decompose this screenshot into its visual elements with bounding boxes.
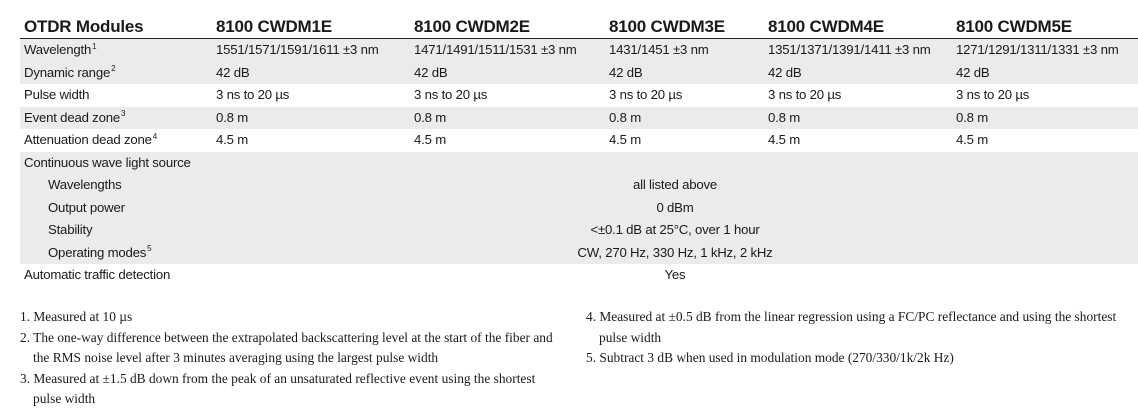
cell-value: 42 dB xyxy=(609,64,643,80)
cell-value: 42 dB xyxy=(414,64,448,80)
cell-value: 1471/1491/1511/1531 ±3 nm xyxy=(414,42,577,57)
header-cwdm4e: 8100 CWDM4E xyxy=(768,17,884,36)
row-label: Dynamic range$^2$ xyxy=(24,64,116,80)
cell-value: 3 ns to 20 µs xyxy=(609,87,683,102)
footnote-marker: 1 xyxy=(92,41,97,51)
table-row-cw-wavelengths xyxy=(20,174,1138,197)
row-label: Operating modes$^5$ xyxy=(48,244,152,260)
cell-value: 0.8 m xyxy=(768,109,800,125)
table-row-pulse-width xyxy=(20,84,1138,107)
footnote-marker: 5 xyxy=(147,244,152,254)
table-row-event-dead-zone xyxy=(20,107,1138,130)
cell-value: 3 ns to 20 µs xyxy=(956,87,1030,102)
table-row-cw-stability xyxy=(20,219,1138,242)
table-header-row xyxy=(20,16,1138,39)
cell-value: 42 dB xyxy=(956,64,990,80)
cell-value: 3 ns to 20 µs xyxy=(216,87,290,102)
footnote-3: 3. Measured at ±1.5 dB down from the peak of an unsaturated reflective event using the shortest pulse width xyxy=(20,370,536,406)
row-label: Attenuation dead zone$^4$ xyxy=(24,131,158,147)
cell-value: 1431/1451 ±3 nm xyxy=(609,42,709,57)
table-row-traffic-detection xyxy=(20,264,1138,287)
footnote-1: 1. Measured at 10 µs xyxy=(20,309,133,324)
cell-value: 4.5 m xyxy=(609,132,641,147)
footnotes-left xyxy=(20,307,560,410)
cell-value: 3 ns to 20 µs xyxy=(768,87,842,102)
header-cwdm5e: 8100 CWDM5E xyxy=(956,17,1072,36)
row-label: Stability xyxy=(48,222,93,237)
table-row-dynamic-range xyxy=(20,62,1138,85)
cell-value: 1351/1371/1391/1411 ±3 nm xyxy=(768,42,931,57)
cell-value: 0.8 m xyxy=(609,109,641,125)
footnote-marker: 4 xyxy=(152,131,158,141)
footnotes-right xyxy=(586,307,1126,369)
cell-value: 1551/1571/1591/1611 ±3 nm xyxy=(216,42,379,57)
row-label: Event dead zone$^3$ xyxy=(24,109,126,125)
header-otdr-modules: OTDR Modules xyxy=(24,17,144,36)
cell-value: 4.5 m xyxy=(956,132,988,147)
cell-value: 4.5 m xyxy=(216,132,248,147)
table-row-attenuation-dead-zone xyxy=(20,129,1138,152)
cell-value: 1271/1291/1311/1331 ±3 nm xyxy=(956,42,1119,57)
footnote-5: 5. Subtract 3 dB when used in modulation mode (270/330/1k/2k Hz) xyxy=(586,350,954,365)
cell-value: <±0.1 dB at 25°C, over 1 hour xyxy=(590,222,760,237)
cell-value: 0.8 m xyxy=(956,109,988,125)
footnote-2: 2. The one-way difference between the extrapolated backscattering level at the start of the fiber and the RMS noise level after 3 minutes averaging using the largest pulse width xyxy=(20,329,553,365)
row-label: Automatic traffic detection xyxy=(24,267,171,282)
otdr-spec-table xyxy=(20,16,1138,287)
row-label: Wavelength$^1$ xyxy=(24,41,97,57)
table-row-cw-section xyxy=(20,152,1138,175)
row-label: Wavelengths xyxy=(48,177,122,192)
footnote-4: 4. Measured at ±0.5 dB from the linear regression using a FC/PC reflectance and using the shortest pulse width xyxy=(586,309,1117,345)
header-cwdm2e: 8100 CWDM2E xyxy=(414,17,530,36)
cell-value: all listed above xyxy=(632,177,718,192)
header-cwdm3e: 8100 CWDM3E xyxy=(609,17,725,36)
footnote-marker: 2 xyxy=(111,64,116,74)
cell-value: 0 dBm xyxy=(656,199,694,215)
cell-value: 4.5 m xyxy=(414,132,446,147)
table-row-wavelength xyxy=(20,39,1138,62)
cell-value: Yes xyxy=(664,267,686,282)
table-row-cw-operating-modes xyxy=(20,242,1138,265)
footnote-marker: 3 xyxy=(120,109,126,119)
cell-value: 3 ns to 20 µs xyxy=(414,87,488,102)
cell-value: 42 dB xyxy=(768,64,802,80)
row-label: Output power xyxy=(48,199,125,215)
cell-value: 42 dB xyxy=(216,64,250,80)
cell-value: 0.8 m xyxy=(414,109,446,125)
cell-value: 4.5 m xyxy=(768,132,800,147)
cell-value: 0.8 m xyxy=(216,109,248,125)
cell-value: CW, 270 Hz, 330 Hz, 1 kHz, 2 kHz xyxy=(577,244,773,260)
section-label: Continuous wave light source xyxy=(24,154,191,170)
table-row-cw-output-power xyxy=(20,197,1138,220)
row-label: Pulse width xyxy=(24,87,90,102)
header-cwdm1e: 8100 CWDM1E xyxy=(216,17,332,36)
